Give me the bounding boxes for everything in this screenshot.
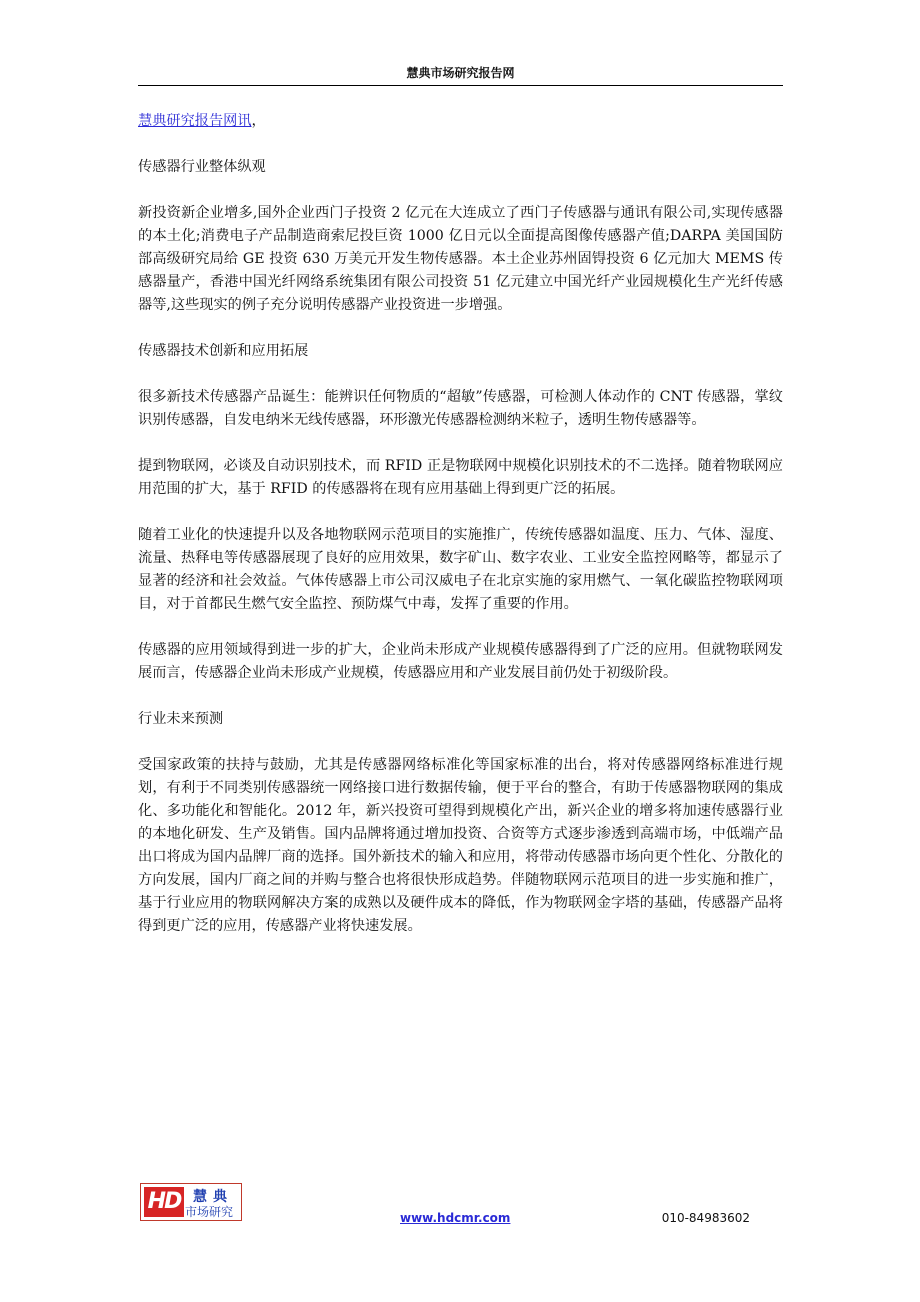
page-footer <box>138 1183 783 1223</box>
paragraph-industrialization: 随着工业化的快速提升以及各地物联网示范项目的实施推广，传统传感器如温度、压力、气体、湿度、流量、热释电等传感器展现了良好的应用效果，数字矿山、数字农业、工业安全监控网略等，都显示了显著的经济和社会效益。气体传感器上市公司汉威电子在北京实施的家用燃气、一氧化碳监控物联网项目，对于首都民生燃气安全监控、预防煤气中毒，发挥了重要的作用。 <box>138 527 783 612</box>
paragraph-investment: 新投资新企业增多,国外企业西门子投资 2 亿元在大连成立了西门子传感器与通讯有限公司,实现传感器的本土化;消费电子产品制造商索尼投巨资 1000 亿日元以全面提高图像传感器产值;DARPA 美国国防部高级研究局给 GE 投资 630 万美元开发生物传感器。本土企业苏州固锝投资 6 亿元加大 MEMS 传感器量产，香港中国光纤网络系统集团有限公司投资 51 亿元建立中国光纤产业园规模化生产光纤传感器等,这些现实的例子充分说明传感器产业投资进一步增强。 <box>138 205 783 313</box>
page-header-title: 慧典市场研究报告网 <box>406 66 515 80</box>
logo-name-line2: 市场研究 <box>185 1205 234 1219</box>
phone-number: 010-84983602 <box>661 1211 750 1225</box>
logo-name-line1: 慧典 <box>193 1189 233 1205</box>
section-heading-overview: 传感器行业整体纵观 <box>138 159 266 175</box>
section-heading-innovation: 传感器技术创新和应用拓展 <box>138 343 309 359</box>
source-suffix: ， <box>251 113 266 129</box>
paragraph-new-products: 很多新技术传感器产品诞生：能辨识任何物质的“超敏”传感器，可检测人体动作的 CNT 传感器，掌纹识别传感器，自发电纳米无线传感器，环形激光传感器检测纳米粒子，透明生物传感器等。 <box>138 389 783 428</box>
website-link[interactable]: www.hdcmr.com <box>400 1211 511 1225</box>
header-divider <box>138 85 783 86</box>
paragraph-forecast: 受国家政策的扶持与鼓励，尤其是传感器网络标准化等国家标准的出台，将对传感器网络标准进行规划，有利于不同类别传感器统一网络接口进行数据传输，便于平台的整合，有助于传感器物联网的集成化、多功能化和智能化。2012 年，新兴投资可望得到规模化产出，新兴企业的增多将加速传感器行业的本地化研发、生产及销售。国内品牌将通过增加投资、合资等方式逐步渗透到高端市场，中低端产品出口将成为国内品牌厂商的选择。国外新技术的输入和应用，将带动传感器市场向更个性化、分散化的方向发展，国内厂商之间的并购与整合也将很快形成趋势。伴随物联网示范项目的进一步实施和推广，基于行业应用的物联网解决方案的成熟以及硬件成本的降低，作为物联网金字塔的基础，传感器产品将得到更广泛的应用，传感器产业将快速发展。 <box>138 757 783 934</box>
article-body <box>138 110 783 961</box>
paragraph-application-scope: 传感器的应用领域得到进一步的扩大，企业尚未形成产业规模传感器得到了广泛的应用。但就物联网发展而言，传感器企业尚未形成产业规模，传感器应用和产业发展目前仍处于初级阶段。 <box>138 642 783 681</box>
company-logo <box>140 1183 242 1221</box>
source-link[interactable]: 慧典研究报告网讯 <box>138 113 252 129</box>
logo-mark: HD <box>144 1187 184 1217</box>
section-heading-forecast: 行业未来预测 <box>138 711 224 727</box>
source-line <box>138 110 783 133</box>
paragraph-rfid: 提到物联网，必谈及自动识别技术，而 RFID 正是物联网中规模化识别技术的不二选择。随着物联网应用范围的扩大，基于 RFID 的传感器将在现有应用基础上得到更广泛的拓展。 <box>138 458 783 497</box>
